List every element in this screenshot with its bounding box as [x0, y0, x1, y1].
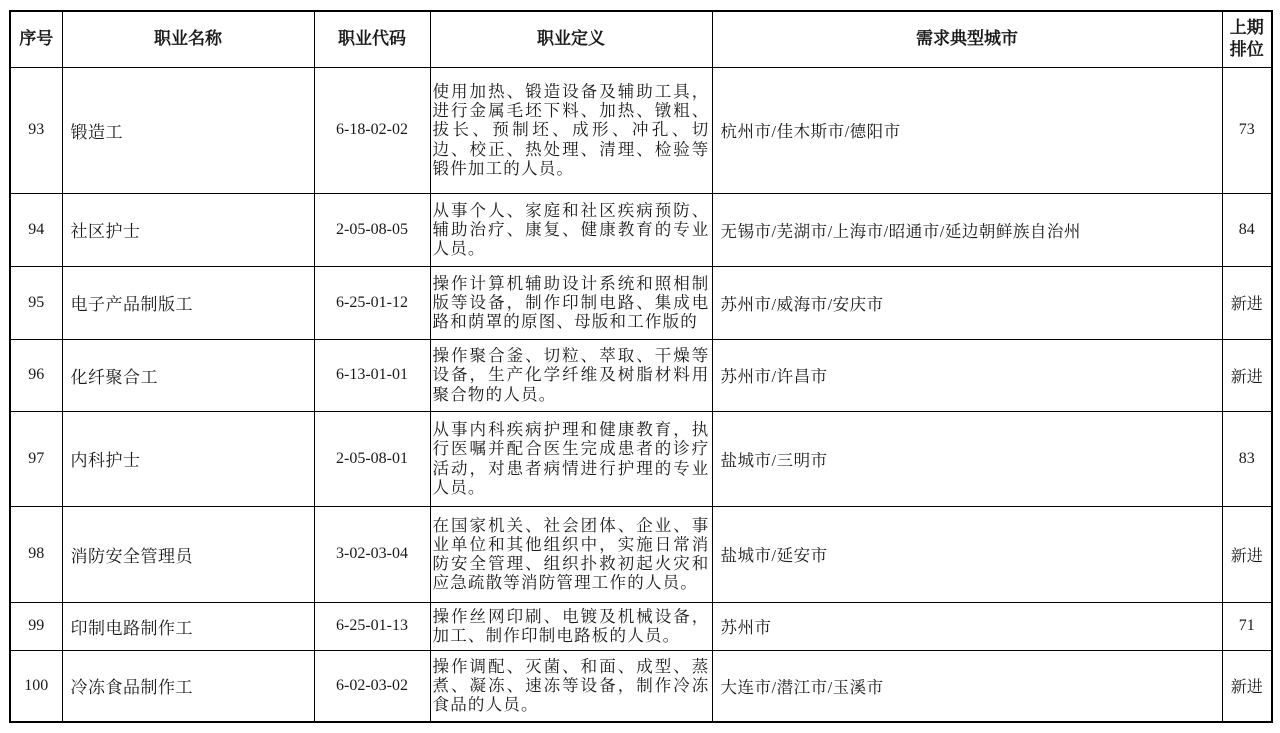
cell-demand-cities: 杭州市/佳木斯市/德阳市: [712, 67, 1222, 193]
cell-prev-rank: 84: [1222, 193, 1272, 266]
cell-demand-cities: 大连市/潜江市/玉溪市: [712, 650, 1222, 722]
table-row: [10, 650, 1272, 722]
cell-demand-cities: 盐城市/三明市: [712, 411, 1222, 506]
cell-occupation-name: 内科护士: [62, 411, 314, 506]
table-row: [10, 506, 1272, 602]
cell-prev-rank: 新进: [1222, 266, 1272, 339]
cell-occupation-name: 化纤聚合工: [62, 339, 314, 411]
cell-occupation-definition: 从事个人、家庭和社区疾病预防、辅助治疗、康复、健康教育的专业人员。: [430, 193, 712, 266]
cell-serial-number: 100: [10, 650, 62, 722]
cell-occupation-name: 电子产品制版工: [62, 266, 314, 339]
cell-occupation-name: 消防安全管理员: [62, 506, 314, 602]
cell-occupation-code: 2-05-08-05: [314, 193, 430, 266]
cell-occupation-code: 2-05-08-01: [314, 411, 430, 506]
cell-prev-rank: 83: [1222, 411, 1272, 506]
header-occupation-definition: 职业定义: [430, 11, 712, 67]
cell-serial-number: 93: [10, 67, 62, 193]
table-body: [10, 67, 1272, 722]
table-row: [10, 67, 1272, 193]
cell-occupation-definition: 操作丝网印刷、电镀及机械设备，加工、制作印制电路板的人员。: [430, 602, 712, 650]
table-row: [10, 193, 1272, 266]
header-demand-cities: 需求典型城市: [712, 11, 1222, 67]
header-no: 序号: [10, 11, 62, 67]
header-prev-rank: 上期排位: [1222, 11, 1272, 67]
cell-demand-cities: 无锡市/芜湖市/上海市/昭通市/延边朝鲜族自治州: [712, 193, 1222, 266]
cell-occupation-code: 6-25-01-12: [314, 266, 430, 339]
cell-demand-cities: 苏州市/许昌市: [712, 339, 1222, 411]
cell-serial-number: 94: [10, 193, 62, 266]
cell-occupation-code: 6-18-02-02: [314, 67, 430, 193]
header-row: [10, 11, 1272, 67]
cell-prev-rank: 新进: [1222, 339, 1272, 411]
cell-serial-number: 95: [10, 266, 62, 339]
cell-occupation-code: 6-02-03-02: [314, 650, 430, 722]
table-row: [10, 266, 1272, 339]
cell-occupation-code: 6-25-01-13: [314, 602, 430, 650]
table-row: [10, 339, 1272, 411]
header-occupation-code: 职业代码: [314, 11, 430, 67]
cell-demand-cities: 盐城市/延安市: [712, 506, 1222, 602]
cell-demand-cities: 苏州市/威海市/安庆市: [712, 266, 1222, 339]
header-occupation-name: 职业名称: [62, 11, 314, 67]
cell-serial-number: 96: [10, 339, 62, 411]
table-row: [10, 411, 1272, 506]
cell-prev-rank: 73: [1222, 67, 1272, 193]
cell-occupation-name: 锻造工: [62, 67, 314, 193]
cell-serial-number: 97: [10, 411, 62, 506]
cell-demand-cities: 苏州市: [712, 602, 1222, 650]
cell-occupation-name: 社区护士: [62, 193, 314, 266]
cell-occupation-definition: 在国家机关、社会团体、企业、事业单位和其他组织中，实施日常消防安全管理、组织扑救初起火灾和应急疏散等消防管理工作的人员。: [430, 506, 712, 602]
cell-occupation-definition: 操作计算机辅助设计系统和照相制版等设备，制作印制电路、集成电路和荫罩的原图、母版和工作版的: [430, 266, 712, 339]
cell-occupation-definition: 使用加热、锻造设备及辅助工具，进行金属毛坯下料、加热、镦粗、拔长、预制坯、成形、冲孔、切边、校正、热处理、清理、检验等锻件加工的人员。: [430, 67, 712, 193]
cell-occupation-code: 3-02-03-04: [314, 506, 430, 602]
cell-serial-number: 99: [10, 602, 62, 650]
cell-prev-rank: 新进: [1222, 650, 1272, 722]
cell-occupation-name: 印制电路制作工: [62, 602, 314, 650]
table-row: [10, 602, 1272, 650]
cell-prev-rank: 新进: [1222, 506, 1272, 602]
cell-occupation-definition: 操作调配、灭菌、和面、成型、蒸煮、凝冻、速冻等设备，制作冷冻食品的人员。: [430, 650, 712, 722]
cell-occupation-definition: 操作聚合釜、切粒、萃取、干燥等设备，生产化学纤维及树脂材料用聚合物的人员。: [430, 339, 712, 411]
cell-occupation-code: 6-13-01-01: [314, 339, 430, 411]
occupations-table: [9, 10, 1273, 723]
cell-serial-number: 98: [10, 506, 62, 602]
cell-prev-rank: 71: [1222, 602, 1272, 650]
cell-occupation-definition: 从事内科疾病护理和健康教育，执行医嘱并配合医生完成患者的诊疗活动，对患者病情进行护理的专业人员。: [430, 411, 712, 506]
cell-occupation-name: 冷冻食品制作工: [62, 650, 314, 722]
